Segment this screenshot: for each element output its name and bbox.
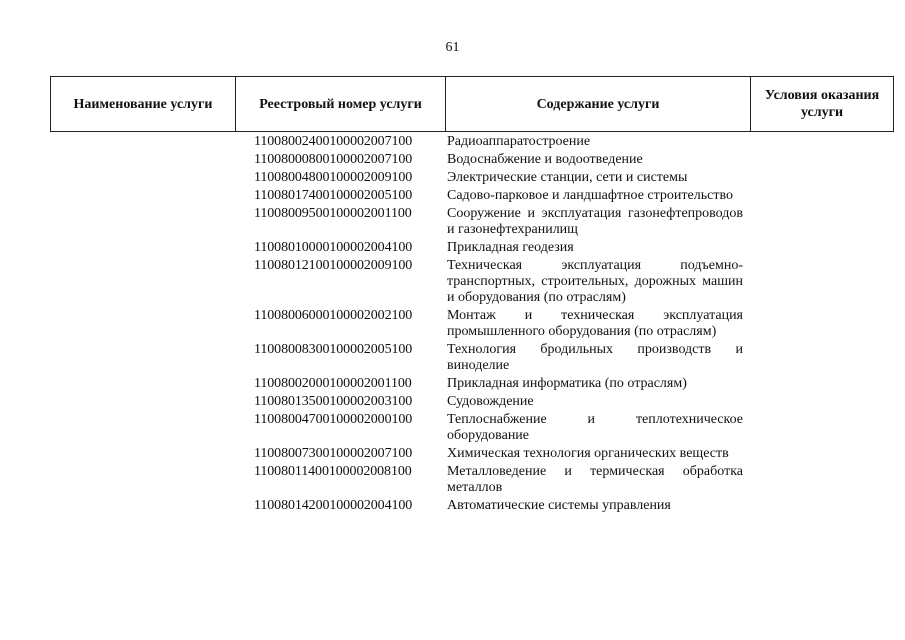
service-content: Прикладная геодезия [447, 240, 574, 255]
service-content: Садово-парковое и ландшафтное строительство [447, 188, 733, 203]
registry-number: 11008000800100002007100 [254, 152, 413, 167]
table-row [250, 498, 750, 514]
service-content: Электрические станции, сети и системы [447, 170, 688, 185]
service-content: Судовождение [447, 394, 534, 409]
table-row [250, 376, 750, 392]
header-service-conditions: Условия оказания услуги [751, 77, 894, 132]
service-content: Металловедение и термическая обработка металлов [447, 464, 743, 495]
registry-number: 11008004800100002009100 [254, 170, 413, 185]
table-row [250, 446, 750, 462]
registry-number: 11008014200100002004100 [254, 498, 413, 513]
registry-number: 11008002000100002001100 [254, 376, 412, 391]
header-registry-number: Реестровый номер услуги [236, 77, 446, 132]
service-content: Техническая эксплуатация подъемно-транспортных, строительных, дорожных машин и оборудования (по отраслям) [447, 258, 743, 305]
services-table-header [50, 76, 894, 132]
table-row [250, 394, 750, 410]
service-content: Автоматические системы управления [447, 498, 671, 513]
table-row [250, 170, 750, 186]
table-row [250, 134, 750, 150]
table-row [250, 412, 750, 444]
header-service-name: Наименование услуги [51, 77, 236, 132]
table-row [250, 342, 750, 374]
registry-number: 11008012100100002009100 [254, 258, 413, 273]
table-row [250, 308, 750, 340]
service-content: Технология бродильных производств и виноделие [447, 342, 743, 373]
service-content: Химическая технология органических веществ [447, 446, 729, 461]
registry-number: 11008006000100002002100 [254, 308, 413, 323]
header-service-content: Содержание услуги [446, 77, 751, 132]
registry-number: 11008002400100002007100 [254, 134, 413, 149]
registry-number: 11008013500100002003100 [254, 394, 413, 409]
header-row [51, 77, 894, 132]
service-content: Прикладная информатика (по отраслям) [447, 376, 687, 391]
table-row [250, 240, 750, 256]
service-content: Водоснабжение и водоотведение [447, 152, 643, 167]
service-content: Радиоаппаратостроение [447, 134, 591, 149]
registry-number: 11008008300100002005100 [254, 342, 413, 357]
registry-number: 11008009500100002001100 [254, 206, 412, 221]
service-content: Теплоснабжение и теплотехническое оборудование [447, 412, 743, 443]
table-row [250, 188, 750, 204]
registry-number: 11008007300100002007100 [254, 446, 413, 461]
registry-number: 11008011400100002008100 [254, 464, 412, 479]
table-row [250, 206, 750, 238]
table-row [250, 152, 750, 168]
page-number: 61 [445, 40, 460, 55]
services-list [250, 134, 750, 516]
registry-number: 11008010000100002004100 [254, 240, 413, 255]
table-row [250, 258, 750, 306]
service-content: Сооружение и эксплуатация газонефтепроводов и газонефтехранилищ [447, 206, 743, 237]
table-row [250, 464, 750, 496]
service-content: Монтаж и техническая эксплуатация промышленного оборудования (по отраслям) [447, 308, 743, 339]
registry-number: 11008004700100002000100 [254, 412, 413, 427]
registry-number: 11008017400100002005100 [254, 188, 413, 203]
